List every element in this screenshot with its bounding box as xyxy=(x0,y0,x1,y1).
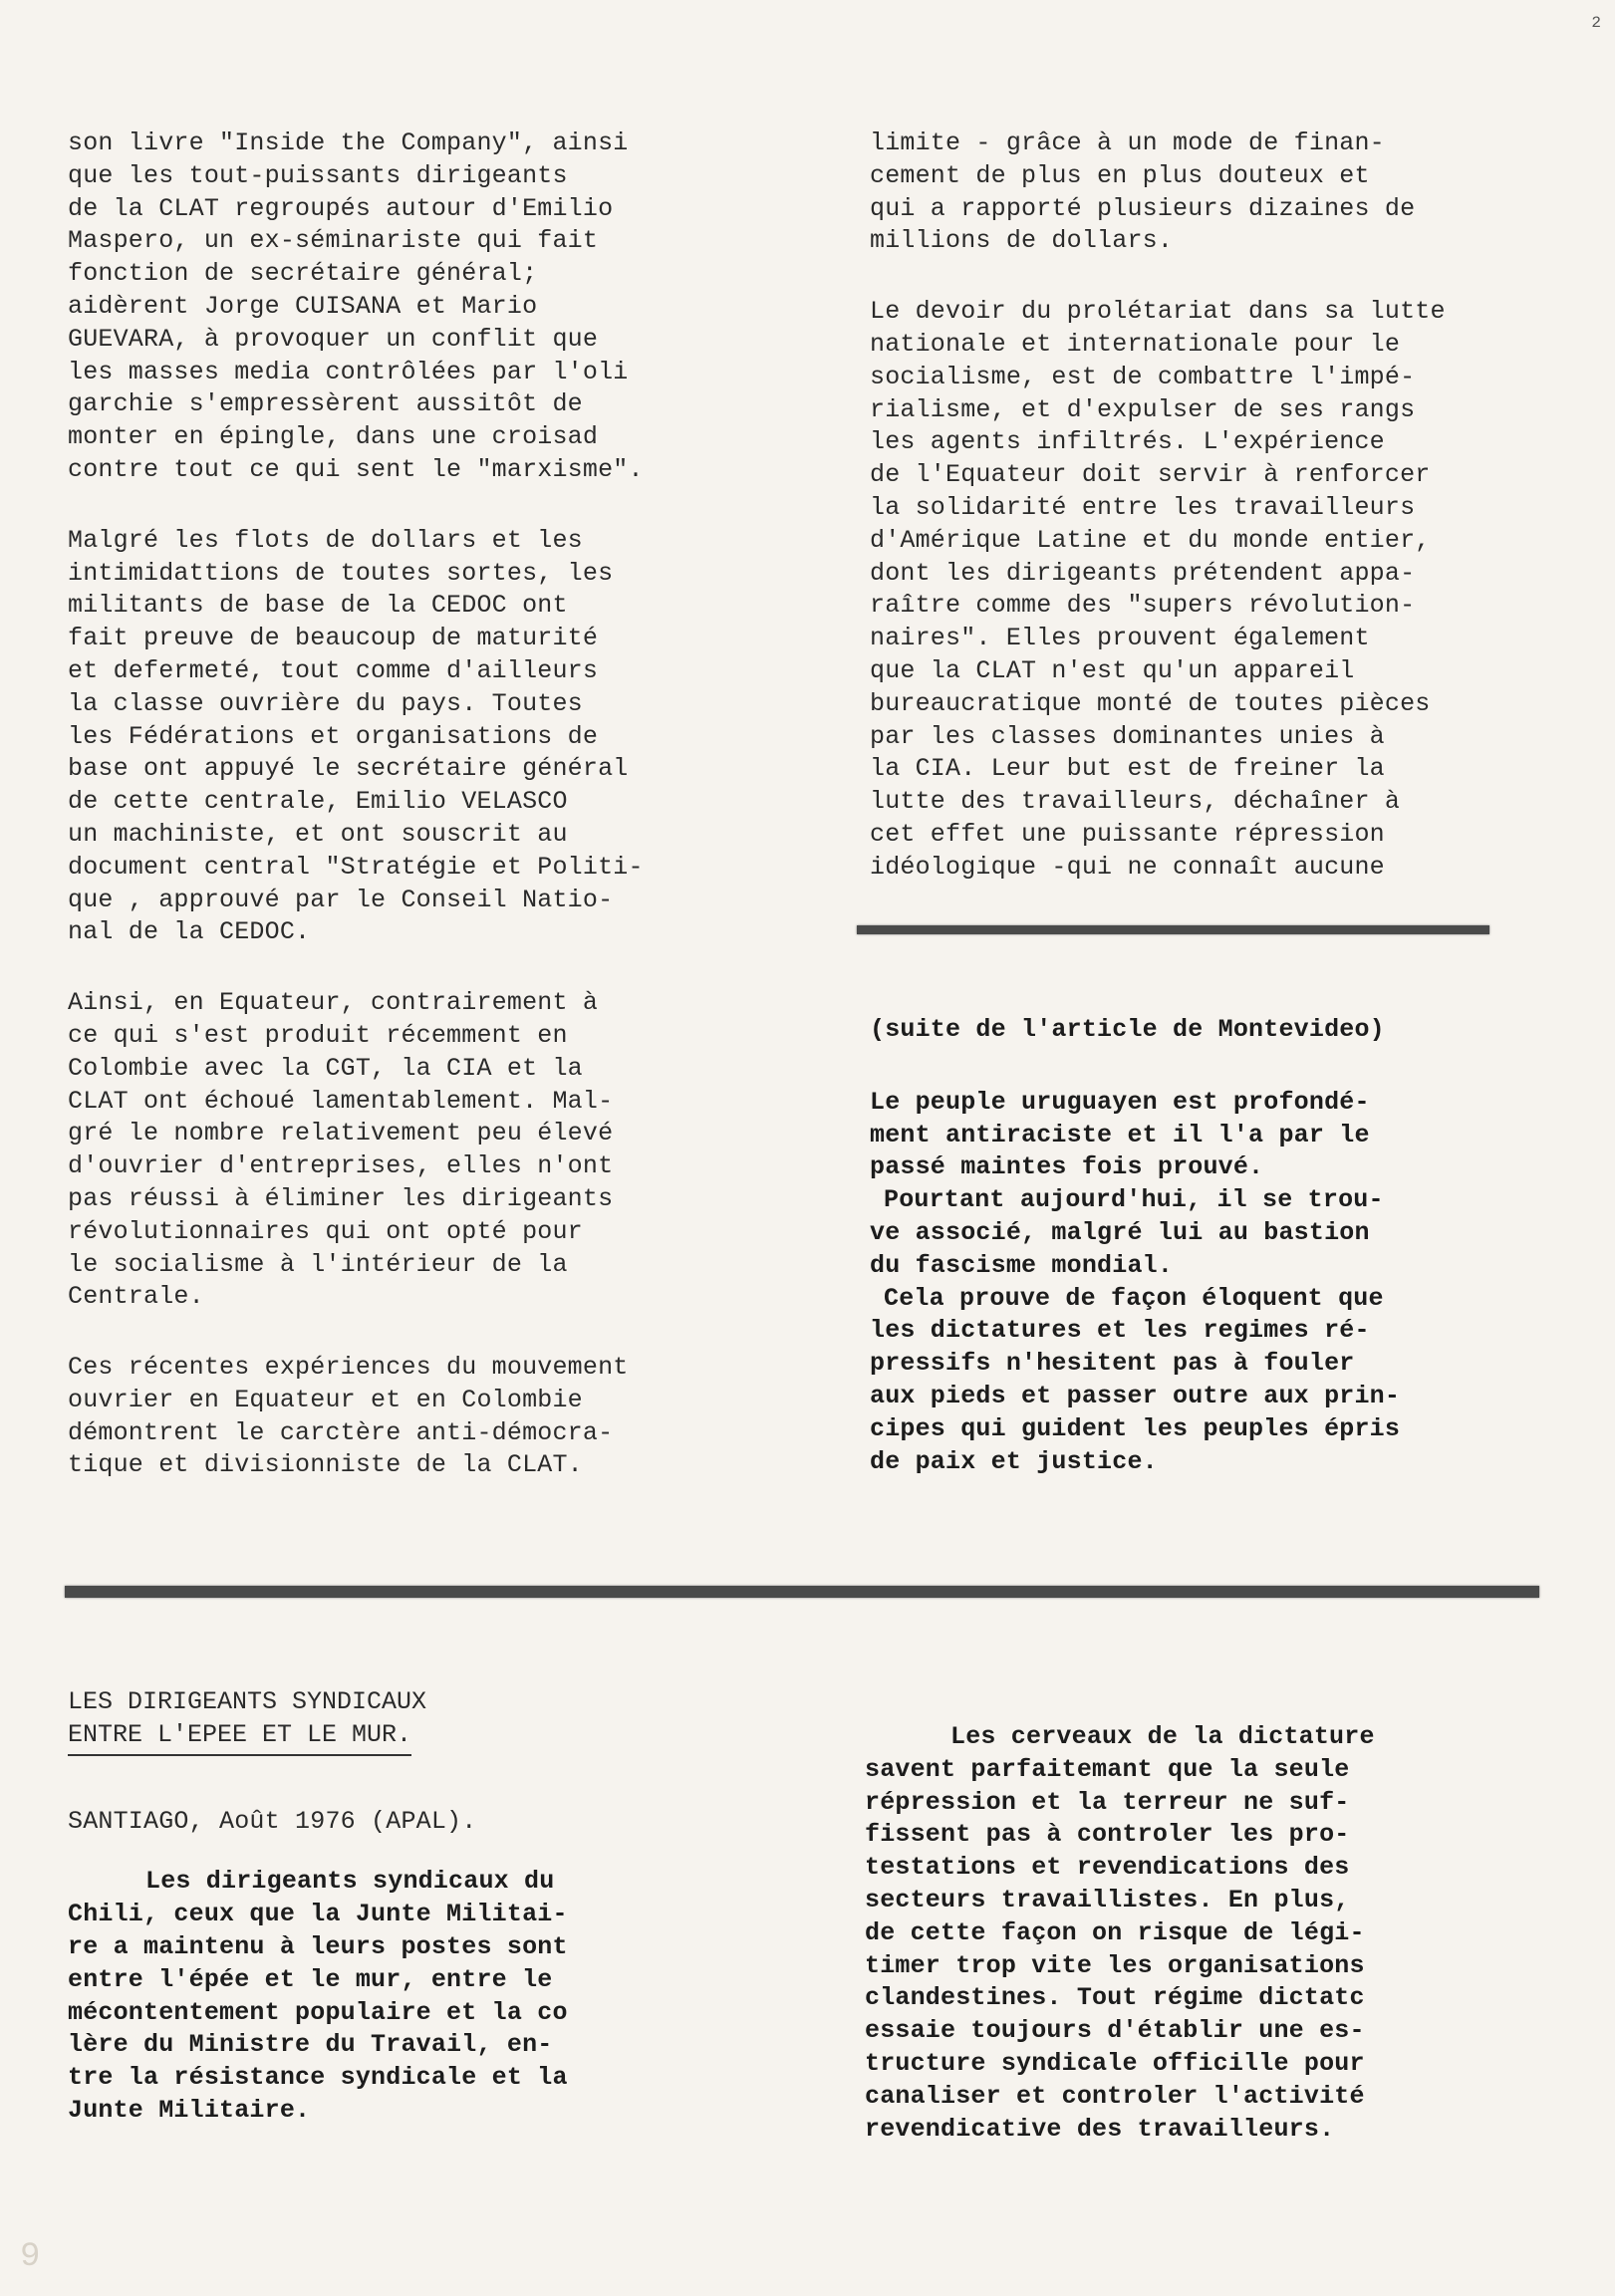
montevideo-paragraph-1: Le peuple uruguayen est profondé- ment antiraciste et il l'a par le passé maintes fois prouvé. xyxy=(870,1087,1370,1182)
paragraph-proletariat-duty: Le devoir du prolétariat dans sa lutte nationale et internationale pour le socialisme, est de combattre l'impé- rialisme, et d'expulser de ses rangs les agents infiltrés. L'expérience de l'Equateur doit servir à renforcer la solidarité entre les travailleurs d'Amérique Latine et du monde entier, dont les dirigeants prétendent appa- raître comme des "supers révolution- naires". Elles prouvent également que la CLAT n'est qu'un appareil bureaucratique monté de toutes pièces par les classes dominantes unies à la CIA. Leur but est de freiner la lutte des travailleurs, déchaîner à cet effet une puissante répression idéologique -qui ne connaît aucune xyxy=(870,297,1446,882)
paragraph-inside-the-company: son livre "Inside the Company", ainsi que les tout-puissants dirigeants de la CLAT regroupés autour d'Emilio Maspero, un ex-séminariste qui fait fonction de secrétaire général; aidèrent Jorge CUISANA et Mario GUEVARA, à provoquer un conflit que les masses media contrôlées par l'oli garchie s'empressèrent aussitôt de monter en épingle, dans une croisad contre tout ce qui sent le "marxisme". xyxy=(68,128,644,484)
montevideo-paragraph-3: Cela prouve de façon éloquent que les dictatures et les regimes ré- pressifs n'hesitent pas à fouler aux pieds et passer outre aux prin- cipes qui guident les peuples épris de paix et justice. xyxy=(870,1283,1401,1476)
right-column-divider xyxy=(857,925,1489,934)
section-divider xyxy=(65,1586,1539,1598)
montevideo-continuation xyxy=(870,1014,1527,1478)
article-dateline: SANTIAGO, Août 1976 (APAL). xyxy=(68,1806,477,1836)
article-dirigeants-syndicaux xyxy=(68,1686,705,2166)
article-title-line-2: ENTRE L'EPEE ET LE MUR. xyxy=(68,1719,411,1756)
article-body-left: Les dirigeants syndicaux du Chili, ceux que la Junte Militai- re a maintenu à leurs postes sont entre l'épée et le mur, entre le mécontentement populaire et la co lère du Ministre du Travail, en- tre la résistance syndicale et la Junte Militaire. xyxy=(68,1867,568,2125)
paragraph-cedoc-militants: Malgré les flots de dollars et les intimidattions de toutes sortes, les militants de base de la CEDOC ont fait preuve de beaucoup de maturité et defermeté, tout comme d'ailleurs la classe ouvrière du pays. Toutes les Fédérations et organisations de base ont appuyé le secrétaire général de cette centrale, Emilio VELASCO un machiniste, et ont souscrit au document central "Stratégie et Politi- que , approuvé par le Conseil Natio- nal de la CEDOC. xyxy=(68,525,644,947)
article-body-right: Les cerveaux de la dictature savent parfaitemant que la seule répression et la terreur ne suf- fissent pas à controler les pro- testations et revendications des secteurs travaillistes. En plus, de cette façon on risque de légi- timer trop vite les organisations clandestines. Tout régime dictatc essaie toujours d'établir une es- tructure syndicale officille pour canaliser et controler l'activité revendicative des travailleurs. xyxy=(865,1722,1375,2144)
article-continuation-right xyxy=(865,1721,1522,2183)
montevideo-paragraph-2: Pourtant aujourd'hui, il se trou- ve associé, malgré lui au bastion du fascisme mondial. xyxy=(870,1185,1384,1280)
paragraph-recent-experiences: Ces récentes expériences du mouvement ouvrier en Equateur et en Colombie démontrent le carctère anti-démocra- tique et divisionniste de la CLAT. xyxy=(68,1353,629,1480)
paragraph-financing-limit: limite - grâce à un mode de finan- cement de plus en plus douteux et qui a rapporté plusieurs dizaines de millions de dollars. xyxy=(870,128,1416,256)
left-column-top xyxy=(68,128,705,1520)
article-title-line-1: LES DIRIGEANTS SYNDICAUX xyxy=(68,1687,427,1716)
right-column-top xyxy=(870,128,1507,922)
page-number: 9 xyxy=(20,2238,41,2276)
paragraph-ecuador-colombia: Ainsi, en Equateur, contrairement à ce qui s'est produit récemment en Colombie avec la CGT, la CIA et la CLAT ont échoué lamentablement. Mal- gré le nombre relativement peu élevé d'ouvrier d'entreprises, elles n'ont pas réussi à éliminer les dirigeants révolutionnaires qui ont opté pour le socialisme à l'intérieur de la Centrale. xyxy=(68,988,614,1312)
page-corner-mark: 2 xyxy=(1591,14,1601,32)
montevideo-heading: (suite de l'article de Montevideo) xyxy=(870,1015,1385,1044)
